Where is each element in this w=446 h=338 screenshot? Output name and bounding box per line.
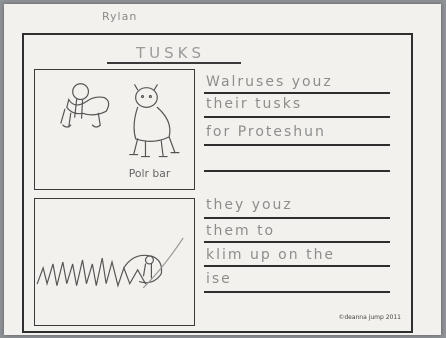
- rule-line: [204, 92, 390, 94]
- worksheet-page: [4, 4, 441, 335]
- writing-line-2: their tusks: [206, 96, 303, 112]
- picture-box-bottom: [34, 198, 195, 326]
- rule-line: [204, 291, 390, 293]
- writing-line-7: ise: [206, 271, 232, 287]
- rule-line: [204, 217, 390, 219]
- writing-line-5: them to: [206, 223, 276, 239]
- walrus-polar-bear-drawing: [35, 70, 194, 189]
- rule-line: [204, 241, 390, 243]
- title-underline: [107, 62, 241, 64]
- rule-line: [204, 170, 390, 172]
- picture1-caption: Polr bar: [128, 167, 171, 181]
- writing-line-3: for Proteshun: [206, 124, 326, 140]
- student-name: Rylan: [102, 10, 138, 23]
- worksheet-title: TUSKS: [136, 44, 206, 62]
- rule-line: [204, 265, 390, 267]
- rule-line: [204, 116, 390, 118]
- writing-line-6: klim up on the: [206, 247, 336, 263]
- copyright-credit: ©deanna jump 2011: [338, 314, 401, 321]
- rule-line: [204, 144, 390, 146]
- picture-box-top: [34, 69, 195, 190]
- writing-line-1: Walruses youz: [206, 74, 333, 90]
- writing-line-4: they youz: [206, 197, 293, 213]
- walrus-climbing-ice-drawing: [35, 199, 194, 325]
- writing-block-2: [204, 197, 390, 317]
- writing-block-1: [204, 74, 390, 184]
